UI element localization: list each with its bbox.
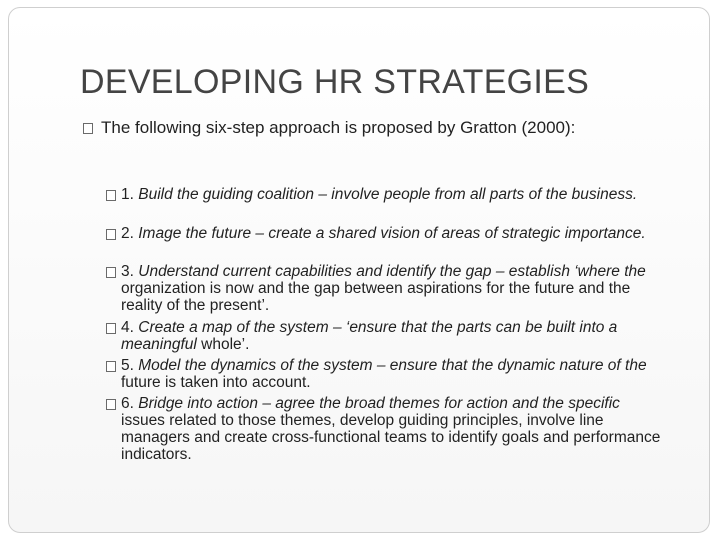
step-italic-text: Image the future – create a shared vision of areas of strategic importance. xyxy=(138,225,646,242)
square-bullet-icon xyxy=(106,229,116,240)
square-bullet-icon xyxy=(83,123,93,134)
step-text xyxy=(121,357,666,391)
step-italic-text: Create a map of the system – ‘ensure that the parts can be built into a meaningful xyxy=(121,319,618,353)
step-item xyxy=(106,225,666,242)
step-text xyxy=(121,263,666,314)
square-bullet-icon xyxy=(106,190,116,201)
slide-title: DEVELOPING HR STRATEGIES xyxy=(80,63,590,101)
step-item xyxy=(106,263,666,314)
step-item xyxy=(106,186,666,203)
step-text xyxy=(121,186,637,203)
step-regular-text: issues related to those themes, develop guiding principles, involve line managers and create cross-functional teams to identify goals and performance indicators. xyxy=(121,412,661,463)
step-italic-text: Bridge into action – agree the broad themes for action and the specific xyxy=(138,395,620,412)
square-bullet-icon xyxy=(106,323,116,334)
intro-text: The following six-step approach is proposed by Gratton (2000): xyxy=(101,118,576,137)
step-italic-text: Understand current capabilities and identify the gap – establish ‘where the xyxy=(138,263,646,280)
square-bullet-icon xyxy=(106,361,116,372)
step-italic-text: Build the guiding coalition – involve people from all parts of the business. xyxy=(138,186,638,203)
step-item xyxy=(106,319,666,353)
square-bullet-icon xyxy=(106,267,116,278)
step-number: 6. xyxy=(121,395,134,412)
square-bullet-icon xyxy=(106,399,116,410)
step-regular-text: organization is now and the gap between aspirations for the future and the reality of the present’. xyxy=(121,280,631,314)
step-regular-text: whole’. xyxy=(201,336,250,353)
step-number: 1. xyxy=(121,186,134,203)
step-number: 4. xyxy=(121,319,134,336)
step-item xyxy=(106,357,666,391)
step-item xyxy=(106,395,666,463)
step-regular-text: future is taken into account. xyxy=(121,374,311,391)
step-text xyxy=(121,225,646,242)
step-number: 3. xyxy=(121,263,134,280)
step-text xyxy=(121,319,666,353)
step-number: 2. xyxy=(121,225,134,242)
step-number: 5. xyxy=(121,357,134,374)
intro-bullet xyxy=(83,119,643,137)
step-italic-text: Model the dynamics of the system – ensure that the dynamic nature of the xyxy=(138,357,647,374)
step-text xyxy=(121,395,666,463)
